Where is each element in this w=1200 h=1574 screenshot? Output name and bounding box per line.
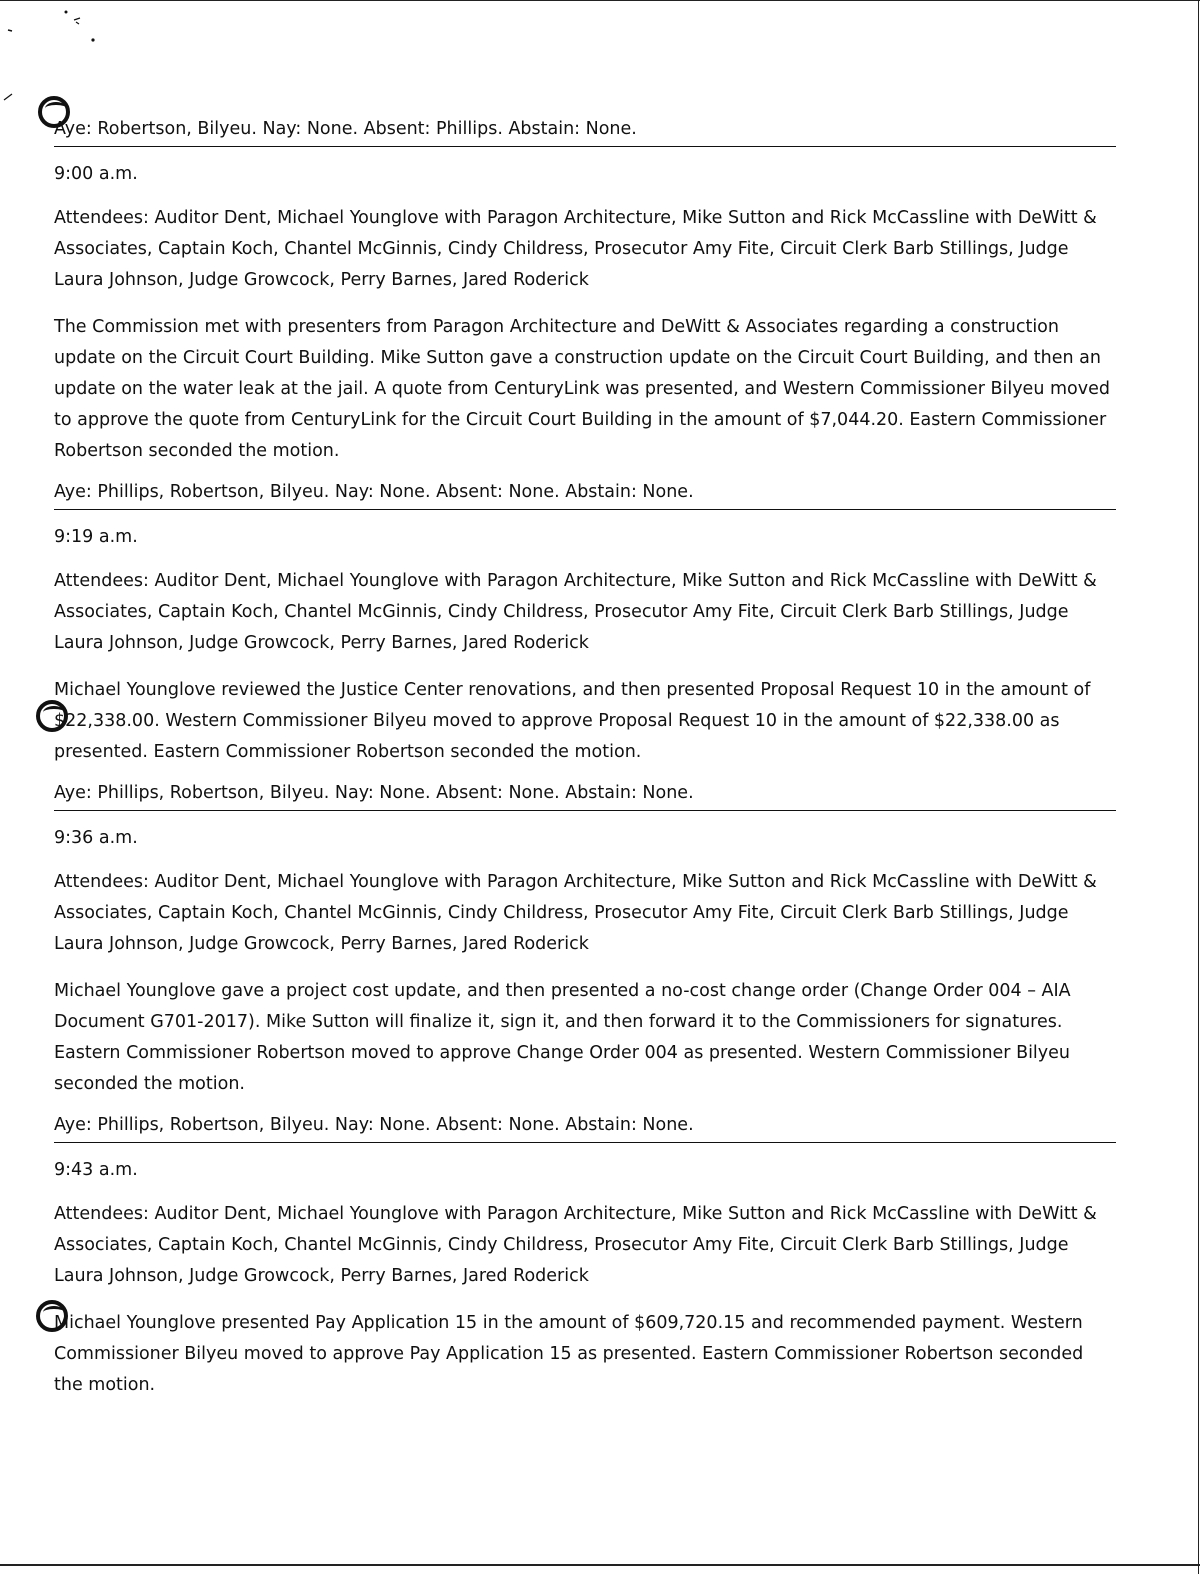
attendees-list: Attendees: Auditor Dent, Michael Younglove with Paragon Architecture, Mike Sutton and Rick McCassline with DeWitt & Associates, Captain Koch, Chantel McGinnis, Cindy Childress, Prosecutor Amy Fite, Circuit Clerk Barb Stillings, Judge Laura Johnson, Judge Growcock, Perry Barnes, Jared Roderick [54, 872, 1097, 954]
vote-result: Aye: Phillips, Robertson, Bilyeu. Nay: None. Absent: None. Abstain: None. [54, 1114, 1116, 1143]
attendees-list: Attendees: Auditor Dent, Michael Younglove with Paragon Architecture, Mike Sutton and Rick McCassline with DeWitt & Associates, Captain Koch, Chantel McGinnis, Cindy Childress, Prosecutor Amy Fite, Circuit Clerk Barb Stillings, Judge Laura Johnson, Judge Growcock, Perry Barnes, Jared Roderick [54, 1204, 1097, 1286]
minutes-paragraph: Michael Younglove presented Pay Application 15 in the amount of $609,720.15 and recommended payment. Western Commissioner Bilyeu moved to approve Pay Application 15 as presented. Eastern Commissioner Robertson seconded the motion. [54, 1313, 1084, 1395]
vote-result: Aye: Robertson, Bilyeu. Nay: None. Absent: Phillips. Abstain: None. [54, 118, 1116, 147]
minutes-paragraph: Michael Younglove gave a project cost update, and then presented a no-cost change order (Change Order 004 – AIA Document G701-2017). Mike Sutton will finalize it, sign it, and then forward it to the Commissioners for signatures. Eastern Commissioner Robertson moved to approve Change Order 004 as presented. Western Commissioner Bilyeu seconded the motion. [54, 981, 1071, 1094]
attendees-list: Attendees: Auditor Dent, Michael Younglove with Paragon Architecture, Mike Sutton and Rick McCassline with DeWitt & Associates, Captain Koch, Chantel McGinnis, Cindy Childress, Prosecutor Amy Fite, Circuit Clerk Barb Stillings, Judge Laura Johnson, Judge Growcock, Perry Barnes, Jared Roderick [54, 208, 1097, 290]
attendees-list: Attendees: Auditor Dent, Michael Younglove with Paragon Architecture, Mike Sutton and Rick McCassline with DeWitt & Associates, Captain Koch, Chantel McGinnis, Cindy Childress, Prosecutor Amy Fite, Circuit Clerk Barb Stillings, Judge Laura Johnson, Judge Growcock, Perry Barnes, Jared Roderick [54, 571, 1097, 653]
meeting-time: 9:00 a.m. [54, 164, 138, 184]
minutes-page [54, 118, 1116, 1417]
meeting-time: 9:43 a.m. [54, 1160, 138, 1180]
scan-border-right [1198, 0, 1199, 1574]
scan-border-bottom [0, 1564, 1200, 1566]
scan-specks [0, 0, 120, 110]
meeting-time: 9:19 a.m. [54, 527, 138, 547]
scan-border-top [0, 0, 1200, 2]
minutes-paragraph: The Commission met with presenters from Paragon Architecture and DeWitt & Associates regarding a construction update on the Circuit Court Building. Mike Sutton gave a construction update on the Circuit Court Building, and then an update on the water leak at the jail. A quote from CenturyLink was presented, and Western Commissioner Bilyeu moved to approve the quote from CenturyLink for the Circuit Court Building in the amount of $7,044.20. Eastern Commissioner Robertson seconded the motion. [54, 317, 1110, 461]
minutes-paragraph: Michael Younglove reviewed the Justice Center renovations, and then presented Proposal Request 10 in the amount of $22,338.00. Western Commissioner Bilyeu moved to approve Proposal Request 10 in the amount of $22,338.00 as presented. Eastern Commissioner Robertson seconded the motion. [54, 680, 1091, 762]
vote-result: Aye: Phillips, Robertson, Bilyeu. Nay: None. Absent: None. Abstain: None. [54, 481, 1116, 510]
vote-result: Aye: Phillips, Robertson, Bilyeu. Nay: None. Absent: None. Abstain: None. [54, 782, 1116, 811]
meeting-time: 9:36 a.m. [54, 828, 138, 848]
